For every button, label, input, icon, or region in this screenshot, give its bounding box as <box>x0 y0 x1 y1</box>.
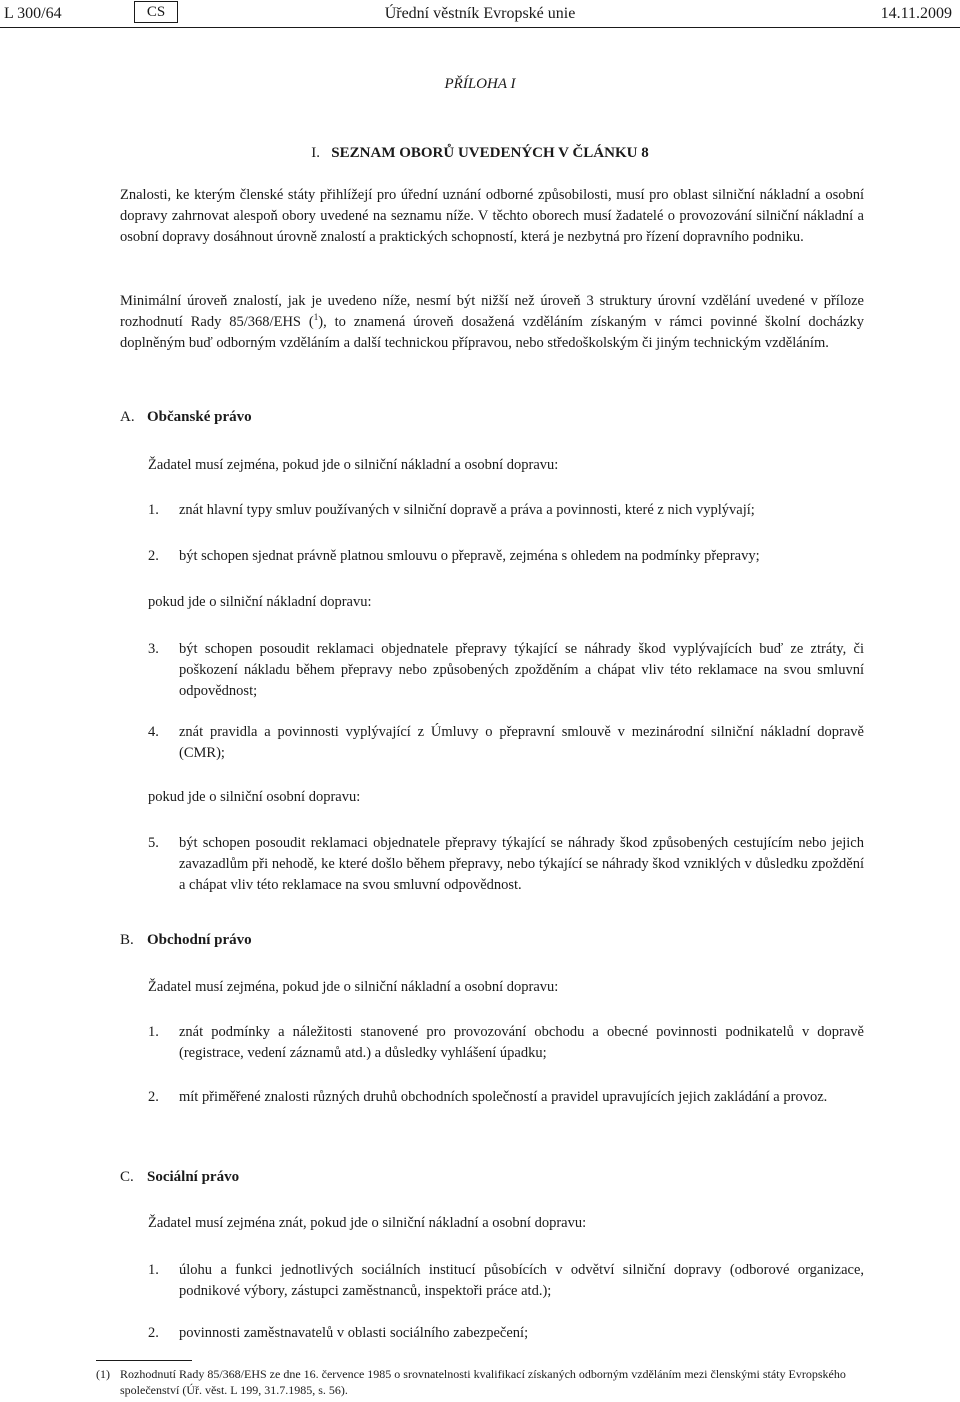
list-item-text: znát pravidla a povinnosti vyplývající z Úmluvy o přepravní smlouvě v mezinárodní silniční nákladní dopravě (CMR); <box>179 724 864 761</box>
section-roman-numeral: I. <box>311 145 321 161</box>
list-item-number: 1. <box>148 1024 159 1040</box>
section-b-letter: B. <box>120 932 134 948</box>
list-item-number: 2. <box>148 548 159 564</box>
section-c-lead: Žadatel musí zejména znát, pokud jde o silniční nákladní a osobní dopravu: <box>148 1215 587 1231</box>
footnote-reference[interactable]: 1 <box>313 312 319 323</box>
footnote <box>96 1366 864 1398</box>
list-item <box>148 639 864 702</box>
annex-title: PŘÍLOHA I <box>444 76 516 92</box>
list-item-text: znát podmínky a náležitosti stanovené pro provozování obchodu a obecné povinnosti podnikatelů v dopravě (registrace, vedení záznamů atd.) a důsledky vyhlášení úpadku; <box>179 1024 864 1061</box>
list-item-text: mít přiměřené znalosti různých druhů obchodních společností a pravidel upravujících jejich zakládání a provoz. <box>179 1089 828 1105</box>
footnote-text: Rozhodnutí Rady 85/368/EHS ze dne 16. července 1985 o srovnatelnosti kvalifikací získaných odborným vzděláním mezi členskými státy Evropského společenství (Úř. věst. L 199, 31.7.1985, s. 56). <box>120 1367 846 1397</box>
list-item-number: 4. <box>148 724 159 740</box>
section-c-letter: C. <box>120 1169 134 1185</box>
list-item <box>148 833 864 896</box>
section-a-heading <box>120 407 252 428</box>
section-b-title: Obchodní právo <box>147 932 252 948</box>
section-a-lead: Žadatel musí zejména, pokud jde o silniční nákladní a osobní dopravu: <box>148 457 559 473</box>
section-title <box>0 143 960 164</box>
language-badge: CS <box>134 1 178 23</box>
list-item-number: 5. <box>148 835 159 851</box>
list-item <box>148 722 864 764</box>
list-item <box>148 1260 864 1302</box>
list-item <box>148 1087 864 1108</box>
list-item <box>148 546 864 567</box>
header-divider <box>0 27 960 28</box>
journal-title: Úřední věstník Evropské unie <box>384 5 576 22</box>
list-item-text: být schopen posoudit reklamaci objednatele přepravy týkající se náhrady škod způsobených cestujícím nebo jejich zavazadlům při nehodě, ke které došlo během přepravy, nebo týkající se náhrady škod vzniklých v důsledku zpoždění a chápat vliv této reklamace na svou smluvní odpovědnost. <box>179 835 864 893</box>
list-item <box>148 500 864 521</box>
section-a-subheading-freight: pokud jde o silniční nákladní dopravu: <box>148 594 372 610</box>
list-item <box>148 1022 864 1064</box>
section-a-title: Občanské právo <box>147 409 252 425</box>
intro-paragraph-1: Znalosti, ke kterým členské státy přihlížejí pro úřední uznání odborné způsobilosti, musí pro oblast silniční nákladní a osobní dopravy zahrnovat alespoň obory uvedené na seznamu níže. V těchto oborech musí žadatelé o provozování silniční nákladní a osobní dopravy dosáhnout úrovně znalostí a praktických schopností, která je nezbytná pro řízení dopravního podniku. <box>120 187 864 245</box>
list-item-text: povinnosti zaměstnavatelů v oblasti sociálního zabezpečení; <box>179 1325 529 1341</box>
section-title-text: SEZNAM OBORŮ UVEDENÝCH V ČLÁNKU 8 <box>331 145 649 161</box>
publication-date: 14.11.2009 <box>880 5 952 22</box>
section-b-heading <box>120 930 252 951</box>
list-item-text: úlohu a funkci jednotlivých sociálních institucí působících v odvětví silniční dopravy (odborové organizace, podnikové výbory, zástupci zaměstnanců, inspektoři práce atd.); <box>179 1262 864 1299</box>
section-a-letter: A. <box>120 409 135 425</box>
section-c-heading <box>120 1167 239 1188</box>
list-item-text: být schopen sjednat právně platnou smlouvu o přepravě, zejména s ohledem na podmínky přepravy; <box>179 548 760 564</box>
list-item <box>148 1323 864 1344</box>
list-item-number: 2. <box>148 1325 159 1341</box>
list-item-number: 2. <box>148 1089 159 1105</box>
section-c-title: Sociální právo <box>147 1169 240 1185</box>
list-item-number: 1. <box>148 1262 159 1278</box>
intro-p2-part-a: Minimální úroveň znalostí, jak je uvedeno níže, nesmí být nižší než úroveň 3 struktury úrovní vzdělání uvedené v příloze rozhodnutí Rady 85/368/EHS ( <box>120 293 864 330</box>
section-a-subheading-passenger: pokud jde o silniční osobní dopravu: <box>148 789 361 805</box>
footnote-mark: (1) <box>96 1367 110 1381</box>
list-item-number: 1. <box>148 502 159 518</box>
list-item-number: 3. <box>148 641 159 657</box>
page-reference: L 300/64 <box>4 5 62 22</box>
list-item-text: být schopen posoudit reklamaci objednatele přepravy týkající se náhrady škod vyplývajících buď ze ztráty, či poškození nákladu během přepravy nebo způsobených zpožděním a chápat vliv této reklamace na svou smluvní odpovědnost; <box>179 641 864 699</box>
list-item-text: znát hlavní typy smluv používaných v silniční dopravě a práva a povinnosti, které z nich vyplývají; <box>179 502 755 518</box>
intro-p2-part-b: ), to znamená úroveň dosažená vzděláním získaným v rámci povinné školní docházky doplněným buď odborným vzděláním a další technickou přípravou, nebo středoškolským či jiným technickým vzděláním. <box>120 314 864 351</box>
footnote-divider <box>96 1360 192 1361</box>
intro-paragraph-2 <box>120 291 864 354</box>
section-b-lead: Žadatel musí zejména, pokud jde o silniční nákladní a osobní dopravu: <box>148 979 559 995</box>
